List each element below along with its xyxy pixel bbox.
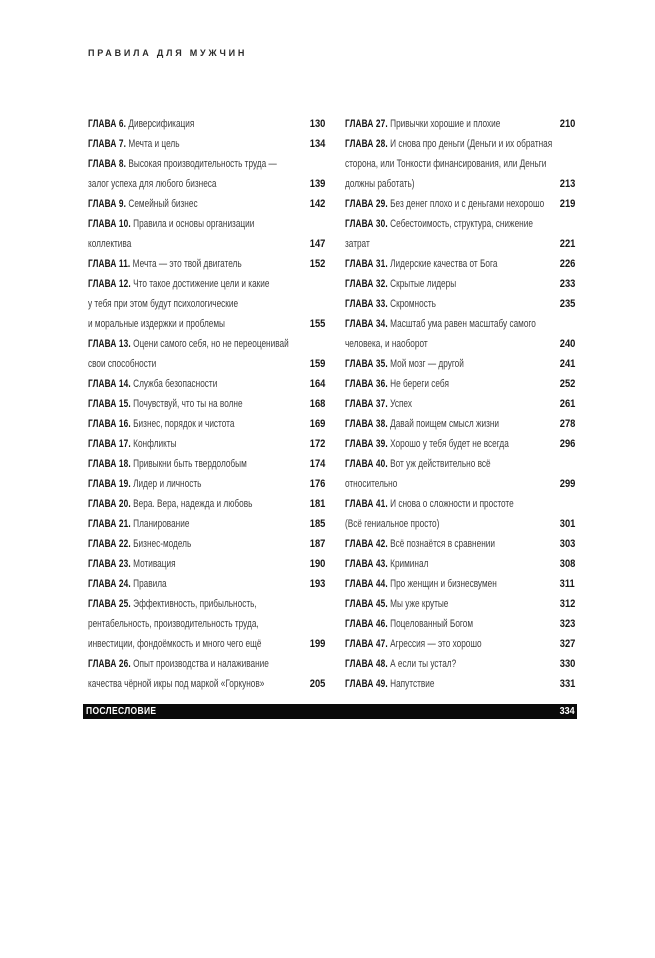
toc-entry-text: ГЛАВА 44. Про женщин и бизнесвумен [345, 578, 497, 590]
chapter-label: ГЛАВА 13. [88, 338, 131, 350]
toc-entry-text: и моральные издержки и проблемы [88, 318, 225, 330]
toc-entry-text: ГЛАВА 33. Скромность [345, 298, 436, 310]
chapter-label: ГЛАВА 25. [88, 598, 131, 610]
toc-entry-text: ГЛАВА 29. Без денег плохо и с деньгами нехорошо [345, 198, 545, 210]
page-number: 181 [309, 498, 325, 510]
chapter-label: ГЛАВА 23. [88, 558, 131, 570]
chapter-label: ГЛАВА 21. [88, 518, 131, 530]
page-number: 130 [309, 118, 325, 130]
toc-line [88, 214, 325, 234]
toc-entry-text: рентабельность, производительность труда, [88, 618, 259, 630]
toc-line [88, 494, 325, 514]
toc-entry-text: ГЛАВА 17. Конфликты [88, 438, 177, 450]
chapter-label: ГЛАВА 26. [88, 658, 131, 670]
page-number: 174 [309, 458, 325, 470]
toc-entry-text: ГЛАВА 7. Мечта и цель [88, 138, 180, 150]
toc-entry-text: ГЛАВА 22. Бизнес-модель [88, 538, 192, 550]
chapter-label: ГЛАВА 22. [88, 538, 131, 550]
toc-entry-text: должны работать) [345, 178, 415, 190]
chapter-label: ГЛАВА 40. [345, 458, 388, 470]
toc-entry-text: ГЛАВА 18. Привыкни быть твердолобым [88, 458, 247, 470]
toc-entry-text: ГЛАВА 43. Криминал [345, 558, 429, 570]
toc-entry-text: (Всё гениальное просто) [345, 518, 440, 530]
page-number: 296 [559, 438, 575, 450]
toc-line [345, 174, 575, 194]
page-number: 301 [559, 518, 575, 530]
chapter-label: ГЛАВА 17. [88, 438, 131, 450]
page-number: 193 [309, 578, 325, 590]
toc-entry-text: ГЛАВА 37. Успех [345, 398, 412, 410]
toc-entry-text: ГЛАВА 48. А если ты устал? [345, 658, 457, 670]
chapter-label: ГЛАВА 31. [345, 258, 388, 270]
toc-entry-text: у тебя при этом будут психологические [88, 298, 239, 310]
chapter-label: ГЛАВА 11. [88, 258, 131, 270]
chapter-label: ГЛАВА 19. [88, 478, 131, 490]
toc-entry-text: сторона, или Тонкости финансирования, или Деньги [345, 158, 547, 170]
page-number: 142 [309, 198, 325, 210]
toc-line [345, 434, 575, 454]
page-number: 235 [559, 298, 575, 310]
chapter-label: ГЛАВА 34. [345, 318, 388, 330]
toc-entry-text: ГЛАВА 30. Себестоимость, структура, снижение [345, 218, 533, 230]
page-number: 261 [559, 398, 575, 410]
page-number: 233 [559, 278, 575, 290]
toc-entry-text: ГЛАВА 49. Напутствие [345, 678, 435, 690]
toc-entry-text: ГЛАВА 31. Лидерские качества от Бога [345, 258, 498, 270]
chapter-label: ГЛАВА 43. [345, 558, 388, 570]
toc-line [345, 394, 575, 414]
toc-line [88, 634, 325, 654]
chapter-label: ГЛАВА 37. [345, 398, 388, 410]
toc-line [88, 194, 325, 214]
toc-entry-text: ГЛАВА 35. Мой мозг — другой [345, 358, 464, 370]
table-of-contents [88, 114, 575, 694]
toc-entry-text: затрат [345, 238, 370, 250]
chapter-label: ГЛАВА 7. [88, 138, 127, 150]
page-number: 303 [559, 538, 575, 550]
toc-column-left [88, 114, 325, 694]
toc-line [88, 454, 325, 474]
toc-line [345, 474, 575, 494]
chapter-label: ГЛАВА 35. [345, 358, 388, 370]
toc-line [88, 334, 325, 354]
toc-entry-text: ГЛАВА 24. Правила [88, 578, 167, 590]
chapter-label: ГЛАВА 42. [345, 538, 388, 550]
toc-line [88, 154, 325, 174]
page-number: 311 [559, 578, 575, 590]
toc-line [345, 454, 575, 474]
toc-line [88, 614, 325, 634]
toc-line [345, 134, 575, 154]
page-number: 134 [309, 138, 325, 150]
toc-entry-text: ГЛАВА 16. Бизнес, порядок и чистота [88, 418, 235, 430]
chapter-label: ГЛАВА 16. [88, 418, 131, 430]
page-number: 155 [309, 318, 325, 330]
toc-line [88, 374, 325, 394]
chapter-label: ГЛАВА 28. [345, 138, 388, 150]
toc-entry-text: ГЛАВА 11. Мечта — это твой двигатель [88, 258, 242, 270]
toc-line [88, 534, 325, 554]
chapter-label: ГЛАВА 39. [345, 438, 388, 450]
toc-entry-text: ГЛАВА 12. Что такое достижение цели и какие [88, 278, 270, 290]
page-number: 278 [559, 418, 575, 430]
page-number: 159 [309, 358, 325, 370]
page-number: 241 [559, 358, 575, 370]
toc-line [88, 254, 325, 274]
toc-entry-text: ГЛАВА 21. Планирование [88, 518, 190, 530]
toc-entry-text: ГЛАВА 19. Лидер и личность [88, 478, 202, 490]
page-number: 252 [559, 378, 575, 390]
chapter-label: ГЛАВА 29. [345, 198, 388, 210]
page-number: 219 [559, 198, 575, 210]
toc-entry-text: ГЛАВА 14. Служба безопасности [88, 378, 218, 390]
page-number: 190 [309, 558, 325, 570]
toc-line [345, 234, 575, 254]
toc-entry-text: ГЛАВА 25. Эффективность, прибыльность, [88, 598, 257, 610]
toc-entry-text: относительно [345, 478, 398, 490]
toc-line [88, 294, 325, 314]
toc-line [88, 394, 325, 414]
afterword-bar [83, 704, 577, 719]
toc-line [88, 174, 325, 194]
page-number: 176 [309, 478, 325, 490]
page-number: 312 [559, 598, 575, 610]
toc-entry-text: ГЛАВА 13. Оцени самого себя, но не переоценивай [88, 338, 289, 350]
toc-line [345, 214, 575, 234]
toc-line [88, 114, 325, 134]
chapter-label: ГЛАВА 44. [345, 578, 388, 590]
page-number: 221 [559, 238, 575, 250]
chapter-label: ГЛАВА 33. [345, 298, 388, 310]
page-number: 323 [559, 618, 575, 630]
page-number: 226 [559, 258, 575, 270]
toc-entry-text: ГЛАВА 46. Поцелованный Богом [345, 618, 474, 630]
chapter-label: ГЛАВА 20. [88, 498, 131, 510]
page-number: 327 [559, 638, 575, 650]
toc-line [345, 294, 575, 314]
toc-entry-text: ГЛАВА 15. Почувствуй, что ты на волне [88, 398, 243, 410]
toc-entry-text: ГЛАВА 38. Давай поищем смысл жизни [345, 418, 500, 430]
toc-line [88, 314, 325, 334]
toc-entry-text: ГЛАВА 39. Хорошо у тебя будет не всегда [345, 438, 509, 450]
afterword-page-number: 334 [559, 706, 575, 717]
toc-entry-text: ГЛАВА 28. И снова про деньги (Деньги и их обратная [345, 138, 553, 150]
running-header: ПРАВИЛА ДЛЯ МУЖЧИН [88, 48, 248, 58]
page-number: 330 [559, 658, 575, 670]
toc-line [88, 654, 325, 674]
page-number: 139 [309, 178, 325, 190]
page-number: 164 [309, 378, 325, 390]
chapter-label: ГЛАВА 48. [345, 658, 388, 670]
page-number: 168 [309, 398, 325, 410]
toc-entry-text: ГЛАВА 36. Не береги себя [345, 378, 449, 390]
toc-line [88, 674, 325, 694]
toc-entry-text: человека, и наоборот [345, 338, 428, 350]
toc-entry-text: ГЛАВА 42. Всё познаётся в сравнении [345, 538, 495, 550]
toc-line [345, 554, 575, 574]
chapter-label: ГЛАВА 46. [345, 618, 388, 630]
toc-entry-text: ГЛАВА 20. Вера. Вера, надежда и любовь [88, 498, 253, 510]
toc-line [345, 114, 575, 134]
page-number: 172 [309, 438, 325, 450]
toc-line [345, 634, 575, 654]
toc-entry-text: залог успеха для любого бизнеса [88, 178, 217, 190]
toc-line [88, 414, 325, 434]
toc-column-right [345, 114, 575, 694]
toc-line [345, 594, 575, 614]
page-number: 240 [559, 338, 575, 350]
toc-line [88, 474, 325, 494]
toc-line [88, 234, 325, 254]
toc-line [345, 494, 575, 514]
toc-line [345, 654, 575, 674]
toc-line [345, 334, 575, 354]
toc-entry-text: ГЛАВА 8. Высокая производительность труда — [88, 158, 277, 170]
toc-line [345, 614, 575, 634]
toc-entry-text: ГЛАВА 47. Агрессия — это хорошо [345, 638, 482, 650]
page-number: 187 [309, 538, 325, 550]
toc-entry-text: качества чёрной икры под маркой «Горкунов» [88, 678, 265, 690]
chapter-label: ГЛАВА 24. [88, 578, 131, 590]
page-number: 205 [309, 678, 325, 690]
chapter-label: ГЛАВА 38. [345, 418, 388, 430]
page-number: 199 [309, 638, 325, 650]
page-number: 210 [559, 118, 575, 130]
toc-entry-text: ГЛАВА 34. Масштаб ума равен масштабу самого [345, 318, 536, 330]
chapter-label: ГЛАВА 8. [88, 158, 127, 170]
chapter-label: ГЛАВА 18. [88, 458, 131, 470]
toc-line [345, 274, 575, 294]
toc-entry-text: ГЛАВА 41. И снова о сложности и простоте [345, 498, 514, 510]
page-number: 152 [309, 258, 325, 270]
chapter-label: ГЛАВА 14. [88, 378, 131, 390]
toc-line [345, 254, 575, 274]
toc-line [345, 314, 575, 334]
toc-line [345, 414, 575, 434]
toc-entry-text: ГЛАВА 32. Скрытые лидеры [345, 278, 457, 290]
toc-line [88, 554, 325, 574]
toc-line [88, 594, 325, 614]
page-number: 213 [559, 178, 575, 190]
toc-entry-text: ГЛАВА 26. Опыт производства и налаживание [88, 658, 269, 670]
page-number: 147 [309, 238, 325, 250]
toc-line [88, 434, 325, 454]
toc-line [345, 374, 575, 394]
chapter-label: ГЛАВА 6. [88, 118, 127, 130]
toc-entry-text: ГЛАВА 9. Семейный бизнес [88, 198, 198, 210]
chapter-label: ГЛАВА 30. [345, 218, 388, 230]
page-number: 185 [309, 518, 325, 530]
toc-line [88, 274, 325, 294]
chapter-label: ГЛАВА 32. [345, 278, 388, 290]
toc-line [88, 574, 325, 594]
toc-entry-text: свои способности [88, 358, 157, 370]
afterword-label: ПОСЛЕСЛОВИЕ [86, 706, 157, 717]
toc-entry-text: ГЛАВА 23. Мотивация [88, 558, 176, 570]
page-number: 169 [309, 418, 325, 430]
toc-line [345, 574, 575, 594]
chapter-label: ГЛАВА 27. [345, 118, 388, 130]
page-number: 308 [559, 558, 575, 570]
toc-line [88, 134, 325, 154]
chapter-label: ГЛАВА 47. [345, 638, 388, 650]
toc-entry-text: коллектива [88, 238, 132, 250]
chapter-label: ГЛАВА 45. [345, 598, 388, 610]
toc-line [345, 194, 575, 214]
toc-entry-text: ГЛАВА 6. Диверсификация [88, 118, 195, 130]
chapter-label: ГЛАВА 10. [88, 218, 131, 230]
page-number: 331 [559, 678, 575, 690]
chapter-label: ГЛАВА 9. [88, 198, 127, 210]
toc-entry-text: ГЛАВА 10. Правила и основы организации [88, 218, 255, 230]
chapter-label: ГЛАВА 49. [345, 678, 388, 690]
toc-line [88, 354, 325, 374]
toc-entry-text: ГЛАВА 40. Вот уж действительно всё [345, 458, 491, 470]
toc-entry-text: ГЛАВА 27. Привычки хорошие и плохие [345, 118, 501, 130]
toc-line [345, 354, 575, 374]
chapter-label: ГЛАВА 36. [345, 378, 388, 390]
toc-line [345, 674, 575, 694]
toc-line [88, 514, 325, 534]
toc-line [345, 514, 575, 534]
page-number: 299 [559, 478, 575, 490]
chapter-label: ГЛАВА 41. [345, 498, 388, 510]
chapter-label: ГЛАВА 15. [88, 398, 131, 410]
toc-line [345, 154, 575, 174]
toc-entry-text: инвестиции, фондоёмкость и много чего ещё [88, 638, 262, 650]
toc-entry-text: ГЛАВА 45. Мы уже крутые [345, 598, 449, 610]
chapter-label: ГЛАВА 12. [88, 278, 131, 290]
toc-line [345, 534, 575, 554]
